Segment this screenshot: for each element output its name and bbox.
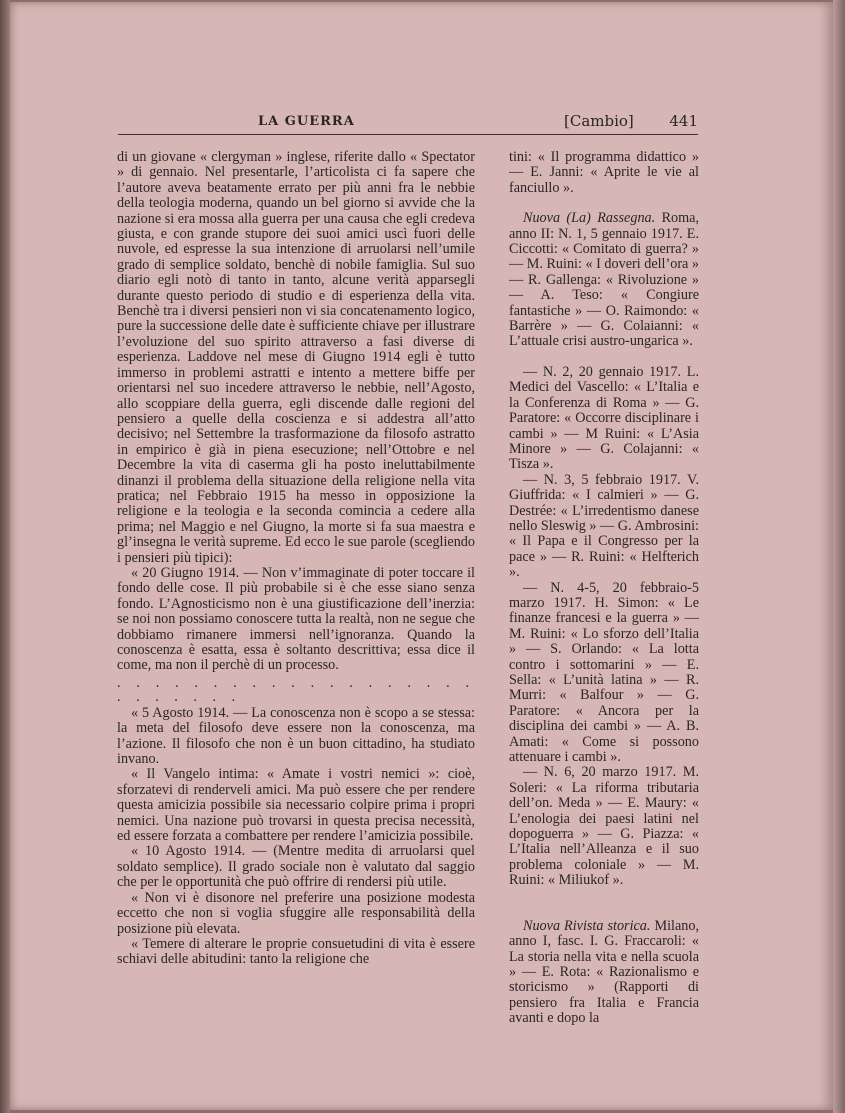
paragraph [117, 676, 475, 704]
paragraph [117, 844, 475, 890]
paragraph-text: — N. 6, 20 marzo 1917. M. Soleri: « La riforma tributaria dell’on. Meda » — E. Maury: « L’enologia dei paesi latini nel dopoguerra » — G. Piazza: « L’Italia nell’Alleanza e il suo problema coloniale » — M. Ruini: « Miliukof ». [509, 764, 699, 889]
paragraph [117, 767, 475, 844]
paragraph-text: « Temere di alterare le proprie consuetudini di vita è essere schiavi delle abitudini: tanto la religione che [117, 935, 475, 968]
paragraph [117, 150, 475, 566]
paragraph-text: Roma, anno II: N. 1, 5 gennaio 1917. E. Ciccotti: « Comitato di guerra? » — M. Ruini: « I doveri dell’ora » — R. Gallenga: « Rivoluzione » — A. Teso: « Congiure fantastiche » — O. Raimondo: « Barrère » — G. Colaianni: « L’attuale crisi austro-ungarica ». [509, 210, 700, 350]
running-title: LA GUERRA [258, 114, 355, 129]
paragraph [509, 765, 699, 888]
paragraph [509, 211, 699, 350]
paragraph-text: « 10 Agosto 1914. — (Mentre medita di arruolarsi quel soldato semplice). Il grado sociale non è valutato dal saggio che per le opportunità che può offrire di rendersi più utile. [117, 843, 475, 891]
paragraph [117, 566, 475, 674]
section-label: [Cambio] [564, 112, 634, 130]
page-edge [833, 0, 845, 1113]
paragraph-text: « Il Vangelo intima: « Amate i vostri nemici »: cioè, sforzatevi di renderveli amici. Ma può essere che per rendere questa amicizia possibile sia necessario colpire prima i propri nemici. Una nazione può trovarsi in questa precisa necessità, ed essere forzata a combattere per rendere l’amicizia possibile. [117, 766, 475, 845]
paragraph [509, 919, 699, 1027]
left-column [117, 150, 475, 968]
paragraph-text: — N. 4-5, 20 febbraio-5 marzo 1917. H. Simon: « Le finanze francesi e la guerra » — M. Ruini: « Lo sforzo dell’Italia » — S. Orlando: « La lotta contro i sottomarini » — E. Sella: « L’unità latina » — R. Murri: « Balfour » — G. Paratore: « Ancora per la disciplina dei cambi » — A. B. Amati: « Come si possono attenuare i cambi ». [509, 579, 699, 766]
periodical-title: Nuova Rivista storica. [523, 917, 651, 934]
paragraph-text: . . . . . . . . . . . . . . . . . . . . . . . . . . [117, 674, 475, 705]
paragraph [509, 473, 699, 581]
paragraph-text: tini: « Il programma didattico » — E. Janni: « Aprite le vie al fanciullo ». [509, 149, 699, 196]
paragraph [509, 581, 699, 766]
paragraph [117, 937, 475, 968]
paragraph-text: « Non vi è disonore nel preferire una posizione modesta eccetto che non si voglia sfuggire alle responsabilità della posizione più elevata. [117, 889, 475, 937]
paragraph [117, 706, 475, 768]
paragraph-text: « 20 Giugno 1914. — Non v’immaginate di poter toccare il fondo delle cose. Il più probabile si è che esse siano senza fondo. L’Agnosticismo non è una giustificazione dell’inerzia: se noi non possiamo conoscere tutta la realtà, non ne segue che dobbiamo rimanere immersi nell’ignoranza. Quando la conoscenza è esatta, essa è soltanto descrittiva; essa dice il come, ma non il perchè di un processo. [117, 564, 475, 674]
paragraph-text: di un giovane « clergyman » inglese, riferite dallo « Spectator » di gennaio. Nel presentarle, l’articolista ci fa sapere che l’autore aveva beatamente errato per più anni fra le nebbie della teologia moderna, quando un bel giorno si avvide che la nazione si era mossa alla guerra per una causa che egli credeva giusta, e con grande stupore dei suoi amici uscì fuori delle nuvole, ed espresse la sua intenzione di arruolarsi nell’umile grado di semplice soldato, benchè di nobile famiglia. Sul suo diario egli notò di tanto in tanto, alcune verità apparsegli durante questo periodo di studio e di esperienza della vita. Benchè tra i diversi pensieri non vi sia concatenamento logico, pure la successione delle date è sufficiente chiave per illustrare l’evoluzione del suo spirito attraverso a fasi diverse di esperienza. Laddove nel mese di Giugno 1914 egli è tutto immerso in problemi astratti e intento a mettere biffe per orientarsi nel suo incedere attraverso le nebbie, nell’Agosto, allo scoppiare della guerra, egli discende dalle regioni del pensiero a quelle della coscienza e si addestra all’atto decisivo; nel Settembre la trasformazione da filosofo astratto in empirico è già in piena esecuzione; nell’Ottobre e nel Decembre la vita di caserma gli ha posto ineluttabilmente dinanzi il problema della situazione della religione nella vita pratica; nel Febbraio 1915 ha messo in opposizione la religione e la teologia e la seconda comincia a cedere alla prima; nel Maggio e nel Giugno, la morte si fa sua maestra e gl’insegna le verità supreme. Ed ecco le sue parole (scegliendo i pensieri più tipici): [117, 149, 475, 566]
running-header [118, 112, 698, 134]
paragraph [509, 365, 699, 473]
paragraph-text: « 5 Agosto 1914. — La conoscenza non è scopo a se stessa: la meta del filosofo deve essere non la conoscenza, ma l’azione. Il filosofo che non è un buon cittadino, ha studiato invano. [117, 704, 475, 768]
page-number: 441 [669, 112, 698, 130]
paragraph [509, 150, 699, 196]
paragraph-text: — N. 2, 20 gennaio 1917. L. Medici del Vascello: « L’Italia e la Conferenza di Roma » — G. Paratore: « Occorre disciplinare i cambi » — M Ruini: « L’Asia Minore » — G. Colajanni: « Tisza ». [509, 363, 699, 473]
periodical-title: Nuova (La) Rassegna. [523, 210, 656, 227]
header-rule [118, 134, 698, 135]
paragraph-text: — N. 3, 5 febbraio 1917. V. Giuffrida: « I calmieri » — G. Destrée: « L’irredentismo danese nello Sleswig » — G. Ambrosini: « Il Papa e il Congresso per la pace » — R. Ruini: « Helfterich ». [509, 471, 699, 581]
paragraph [117, 891, 475, 937]
right-column [509, 150, 699, 1027]
paragraph-text: Milano, anno I, fasc. I. G. Fraccaroli: « La storia nella vita e nella scuola » — E. Rota: « Razionalismo e storicismo » (Rapporti di pensiero fra Italia e Francia avanti e dopo la [509, 917, 700, 1027]
book-spine [0, 0, 10, 1113]
